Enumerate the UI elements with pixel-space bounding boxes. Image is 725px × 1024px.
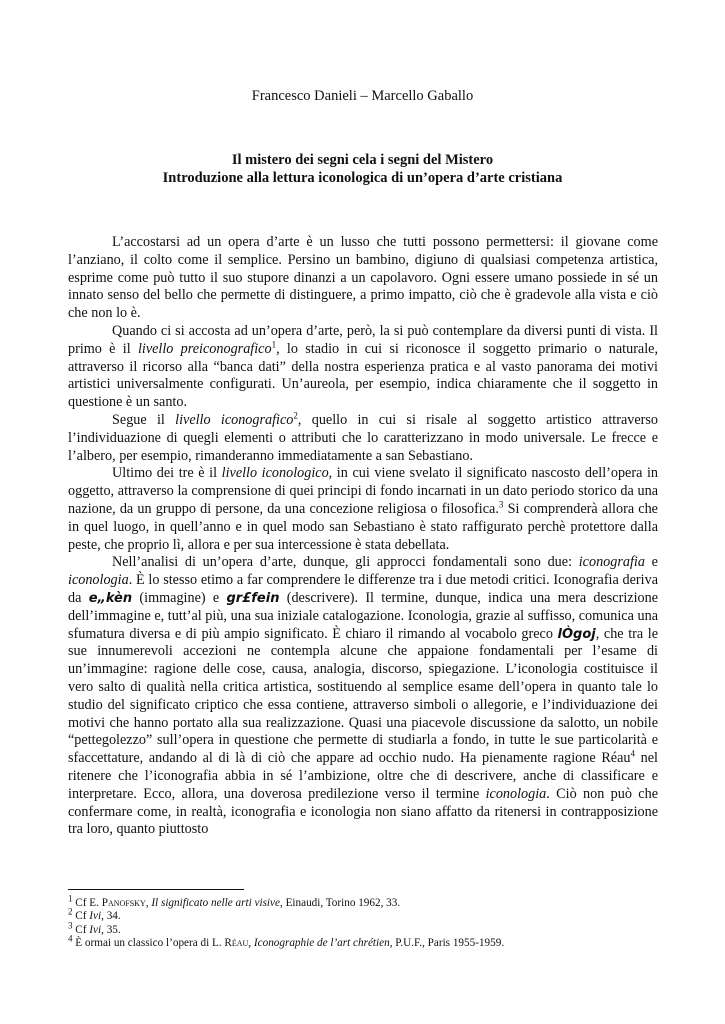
footnote-work: Iconographie de l’art chrétien: [253, 936, 390, 949]
paragraph-5-text-e: (descrivere). Il termine, dunque, indica una mera descrizione dell’immagine e, tutt’al più, una sua iniziale catalogazione. Iconologia, grazie al suffisso, comunica una sfumatura diversa e di più ampio significato. È chiaro il rimando al vocabolo greco: [68, 589, 658, 642]
footnote-author: Réau: [224, 936, 249, 949]
paragraph-5-text-g: nel ritenere che l’iconografia abbia in sé l’ambizione, oltre che di descrivere, anche di classificare e interpretare. Ecco, allora, una doverosa predilezione verso il termine: [68, 750, 658, 802]
footnote-separator-text: ,: [248, 936, 254, 949]
footnote-number: 3: [68, 919, 73, 930]
paragraph-5-text-a: Nell’analisi di un’opera d’arte, dunque, gli approcci fondamentali sono due:: [112, 554, 579, 571]
paragraph-5-text-f: , che tra le sue innumerevoli accezioni ne contempla alcune che appaione fondamentali per l’esame di un’immagine: ragione delle cose, causa, analogia, discorso, spiegazione. L’iconologia costituisce il vero salto di qualità nella critica artistica, sostituendo al semplice esame dell’opera in quanto tale lo studio del significato criptico che essa contiene, attraverso simboli o allegorie, e l’individuazione dei motivi che hanno portato alla sua realizzazione. Quasi una piacevole discussione da salotto, un nobile “pettegolezzo” sull’opera in questione che permette di studiarla a fondo, in tutte le sue particolarità e sfaccettature, andando al di là di ciò che appare ad occhio nudo. Ha pienamente ragione Réau: [68, 625, 658, 767]
footnote-3: [68, 919, 668, 937]
paragraph-5-text-c: . È lo stesso etimo a far comprendere le differenze tra i due metodi critici. Iconografia deriva da: [68, 572, 658, 606]
footnote-number: 1: [68, 893, 73, 904]
term-iconologico: livello iconologico: [221, 465, 329, 482]
footnote-4: [68, 933, 668, 950]
paragraph-4-text-b: , in cui viene svelato il significato nascosto dell’opera in oggetto, attraverso la comprensione di quei principi di fondo incarnati in un dato periodo storico da una nazione, da un gruppo di persone, da una concezione religiosa o filosofica.: [68, 465, 658, 517]
footnote-2: [68, 906, 668, 923]
footnote-work: Ivi: [89, 910, 102, 923]
footnote-ref-2: 2: [293, 410, 298, 421]
paragraph-2-text-a: Quando ci si accosta ad un’opera d’arte, però, la si può contemplare da diversi punti di vista. Il primo è il: [68, 322, 658, 357]
footnote-separator: [68, 889, 244, 890]
paragraph-3-text-a: Segue il: [112, 411, 176, 428]
title-line-2: Introduzione alla lettura iconologica di un’opera d’arte cristiana: [162, 170, 563, 186]
paragraph-4-text-c: Si comprenderà allora che in quel luogo, in quell’anno e in quel modo san Sebastiano è stato raffigurato perchè protettore dalla peste, che proprio lì, allora e per sua intercessione è stata debellata.: [68, 500, 658, 553]
footnote-text: È ormai un classico l’opera di L.: [72, 936, 225, 949]
paragraph-1: L’accostarsi ad un opera d’arte è un lusso che tutti possono permettersi: il giovane come l’anziano, il colto come il semplice. Persino un bambino, digiuno di qualsiasi competenza artistica, esprime come può tutto il suo stupore dinanzi a un capolavoro. Ogni essere umano possiede in sé un innato senso del bello che permette di distinguere, a primo impatto, ciò che è gradevole alla vista e ciò che non lo è.: [68, 234, 658, 322]
term-iconologia-2: iconologia: [485, 785, 547, 802]
paragraph-5-text-h: . Ciò non può che confermare come, in realtà, iconografia e iconologia non siano affatto da ritenersi in contrapposizione tra loro, quanto piuttosto: [68, 785, 658, 838]
paragraph-5-text-b: e: [644, 554, 658, 571]
footnote-text: , P.U.F., Paris 1955-1959.: [389, 936, 505, 949]
footnote-ref-4: 4: [630, 748, 635, 759]
footnotes: [68, 893, 668, 950]
footnote-work: Il significato nelle arti visive: [151, 897, 280, 909]
body-text: [68, 234, 658, 839]
title-line-1: Il mistero dei segni cela i segni del Mistero: [231, 152, 494, 168]
paragraph-4: [68, 465, 658, 554]
footnote-ref-1: 1: [271, 339, 277, 350]
footnote-1: [68, 893, 668, 910]
footnote-text: , Einaudi, Torino 1962, 33.: [279, 897, 401, 909]
greek-word-logos: lÒgoj: [557, 626, 596, 642]
term-iconografico: livello iconografico: [175, 411, 294, 428]
footnote-text: Cf: [72, 923, 90, 936]
footnote-author: Panofsky: [101, 897, 146, 909]
authors-line: Francesco Danieli – Marcello Gaballo: [251, 88, 474, 104]
paragraph-3: [68, 412, 658, 465]
paragraph-2-text-b: , lo stadio in cui si riconosce il soggetto primario o naturale, attraverso il ricorso alla “banca dati” della nostra esperienza pratica e al vasto panorama dei motivi artistici universalmente configurati. Un’aureola, per esempio, indica chiaramente che il soggetto in questione è un santo.: [68, 340, 659, 411]
footnote-separator-text: ,: [145, 897, 152, 909]
paragraph-5-text-d: (immagine) e: [132, 589, 227, 606]
greek-word-graphein: gr£fein: [226, 590, 280, 606]
footnote-work: Ivi: [89, 923, 102, 936]
greek-word-eikon: e„kèn: [88, 590, 133, 606]
paragraph-5: [68, 554, 658, 839]
paragraph-3-text-b: , quello in cui si risale al soggetto artistico attraverso l’individuazione di quegli elementi o attributi che lo caratterizzano in modo universale. Le frecce e l’albero, per esempio, rimanderanno immediatamente a san Sebastiano.: [68, 411, 658, 464]
footnote-text: , 35.: [101, 923, 121, 936]
footnote-text: Cf E.: [72, 897, 102, 909]
paragraph-2: [68, 323, 658, 412]
document-title: [0, 151, 725, 187]
paragraph-4-text-a: Ultimo dei tre è il: [112, 465, 222, 482]
footnote-text: Cf: [72, 910, 90, 923]
term-iconologia: iconologia: [68, 572, 129, 589]
footnote-ref-3: 3: [498, 499, 504, 510]
footnote-text: , 34.: [101, 910, 121, 923]
term-preiconografico: livello preiconografico: [137, 340, 272, 357]
term-iconografia: iconografia: [578, 554, 645, 571]
footnote-number: 2: [68, 906, 73, 917]
footnote-number: 4: [68, 933, 73, 944]
